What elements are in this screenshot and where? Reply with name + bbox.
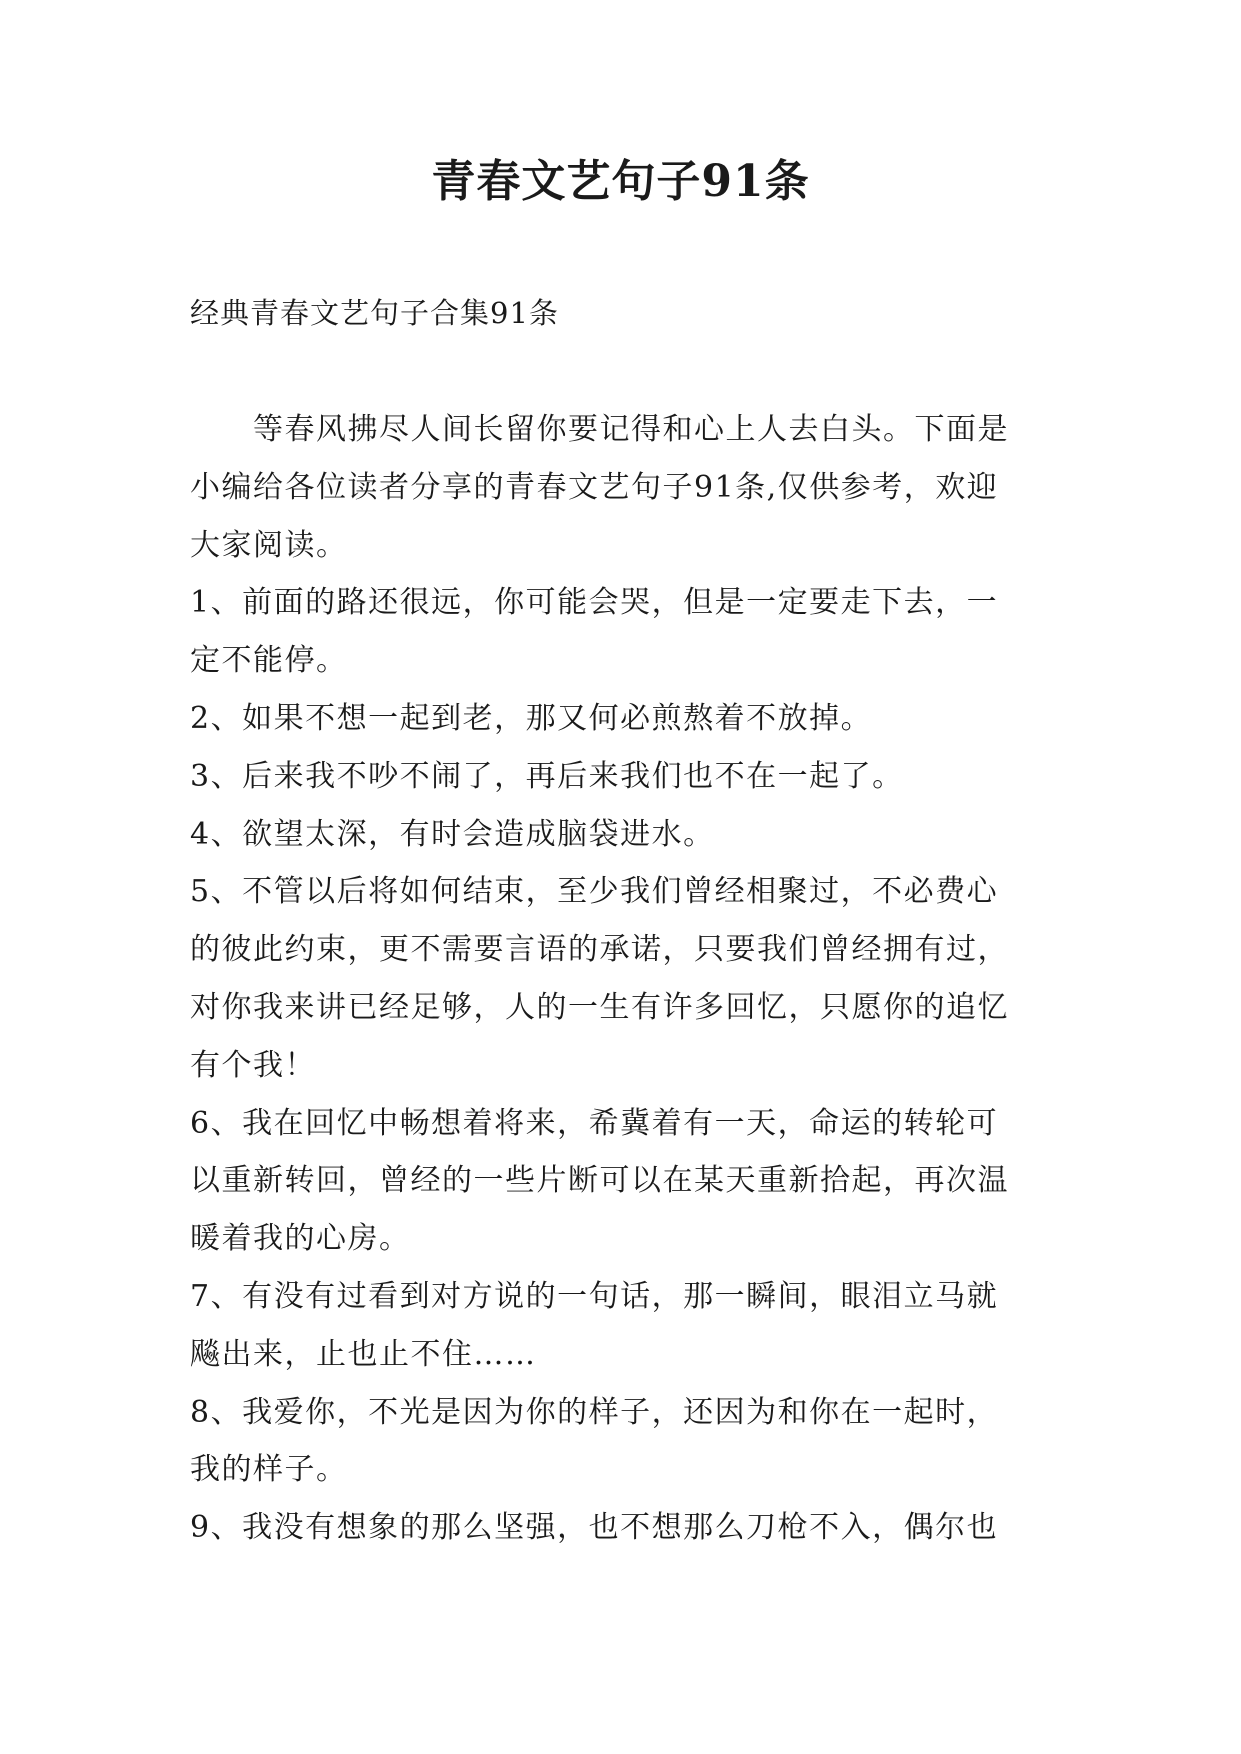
document-title: 青春文艺句子91条 — [431, 156, 810, 207]
list-item-line: 暖着我的心房。 — [190, 1221, 411, 1257]
list-item-line: 8、我爱你，不光是因为你的样子，还因为和你在一起时， — [190, 1394, 999, 1430]
list-item-line: 5、不管以后将如何结束，至少我们曾经相聚过，不必费心 — [190, 874, 999, 910]
list-item-line: 7、有没有过看到对方说的一句话，那一瞬间，眼泪立马就 — [190, 1278, 999, 1314]
list-item-line: 1、前面的路还很远，你可能会哭，但是一定要走下去，一 — [190, 585, 999, 621]
list-item-line: 以重新转回，曾经的一些片断可以在某天重新拾起，再次温 — [190, 1163, 1009, 1199]
list-item-line: 4、欲望太深，有时会造成脑袋进水。 — [190, 816, 715, 852]
paragraph-line: 大家阅读。 — [190, 527, 348, 563]
list-item-line: 飚出来，止也止不住…… — [190, 1336, 537, 1372]
document-subtitle: 经典青春文艺句子合集91条 — [190, 296, 559, 330]
list-item-line: 有个我！ — [190, 1047, 316, 1083]
list-item-line: 2、如果不想一起到老，那又何必煎熬着不放掉。 — [190, 700, 873, 736]
list-item-line: 9、我没有想象的那么坚强，也不想那么刀枪不入，偶尔也 — [190, 1510, 999, 1546]
document-body — [190, 401, 1060, 1557]
paragraph-line: 等春风拂尽人间长留你要记得和心上人去白头。下面是 — [253, 412, 1009, 447]
list-item-line: 3、后来我不吵不闹了，再后来我们也不在一起了。 — [190, 758, 904, 794]
list-item-line: 我的样子。 — [190, 1452, 348, 1488]
paragraph-line: 小编给各位读者分享的青春文艺句子91条,仅供参考，欢迎 — [190, 469, 999, 505]
list-item-line: 的彼此约束，更不需要言语的承诺，只要我们曾经拥有过， — [190, 932, 1009, 968]
list-item-line: 对你我来讲已经足够，人的一生有许多回忆，只愿你的追忆 — [190, 989, 1009, 1025]
list-item-line: 定不能停。 — [190, 643, 348, 679]
list-item-line: 6、我在回忆中畅想着将来，希冀着有一天，命运的转轮可 — [190, 1105, 999, 1141]
